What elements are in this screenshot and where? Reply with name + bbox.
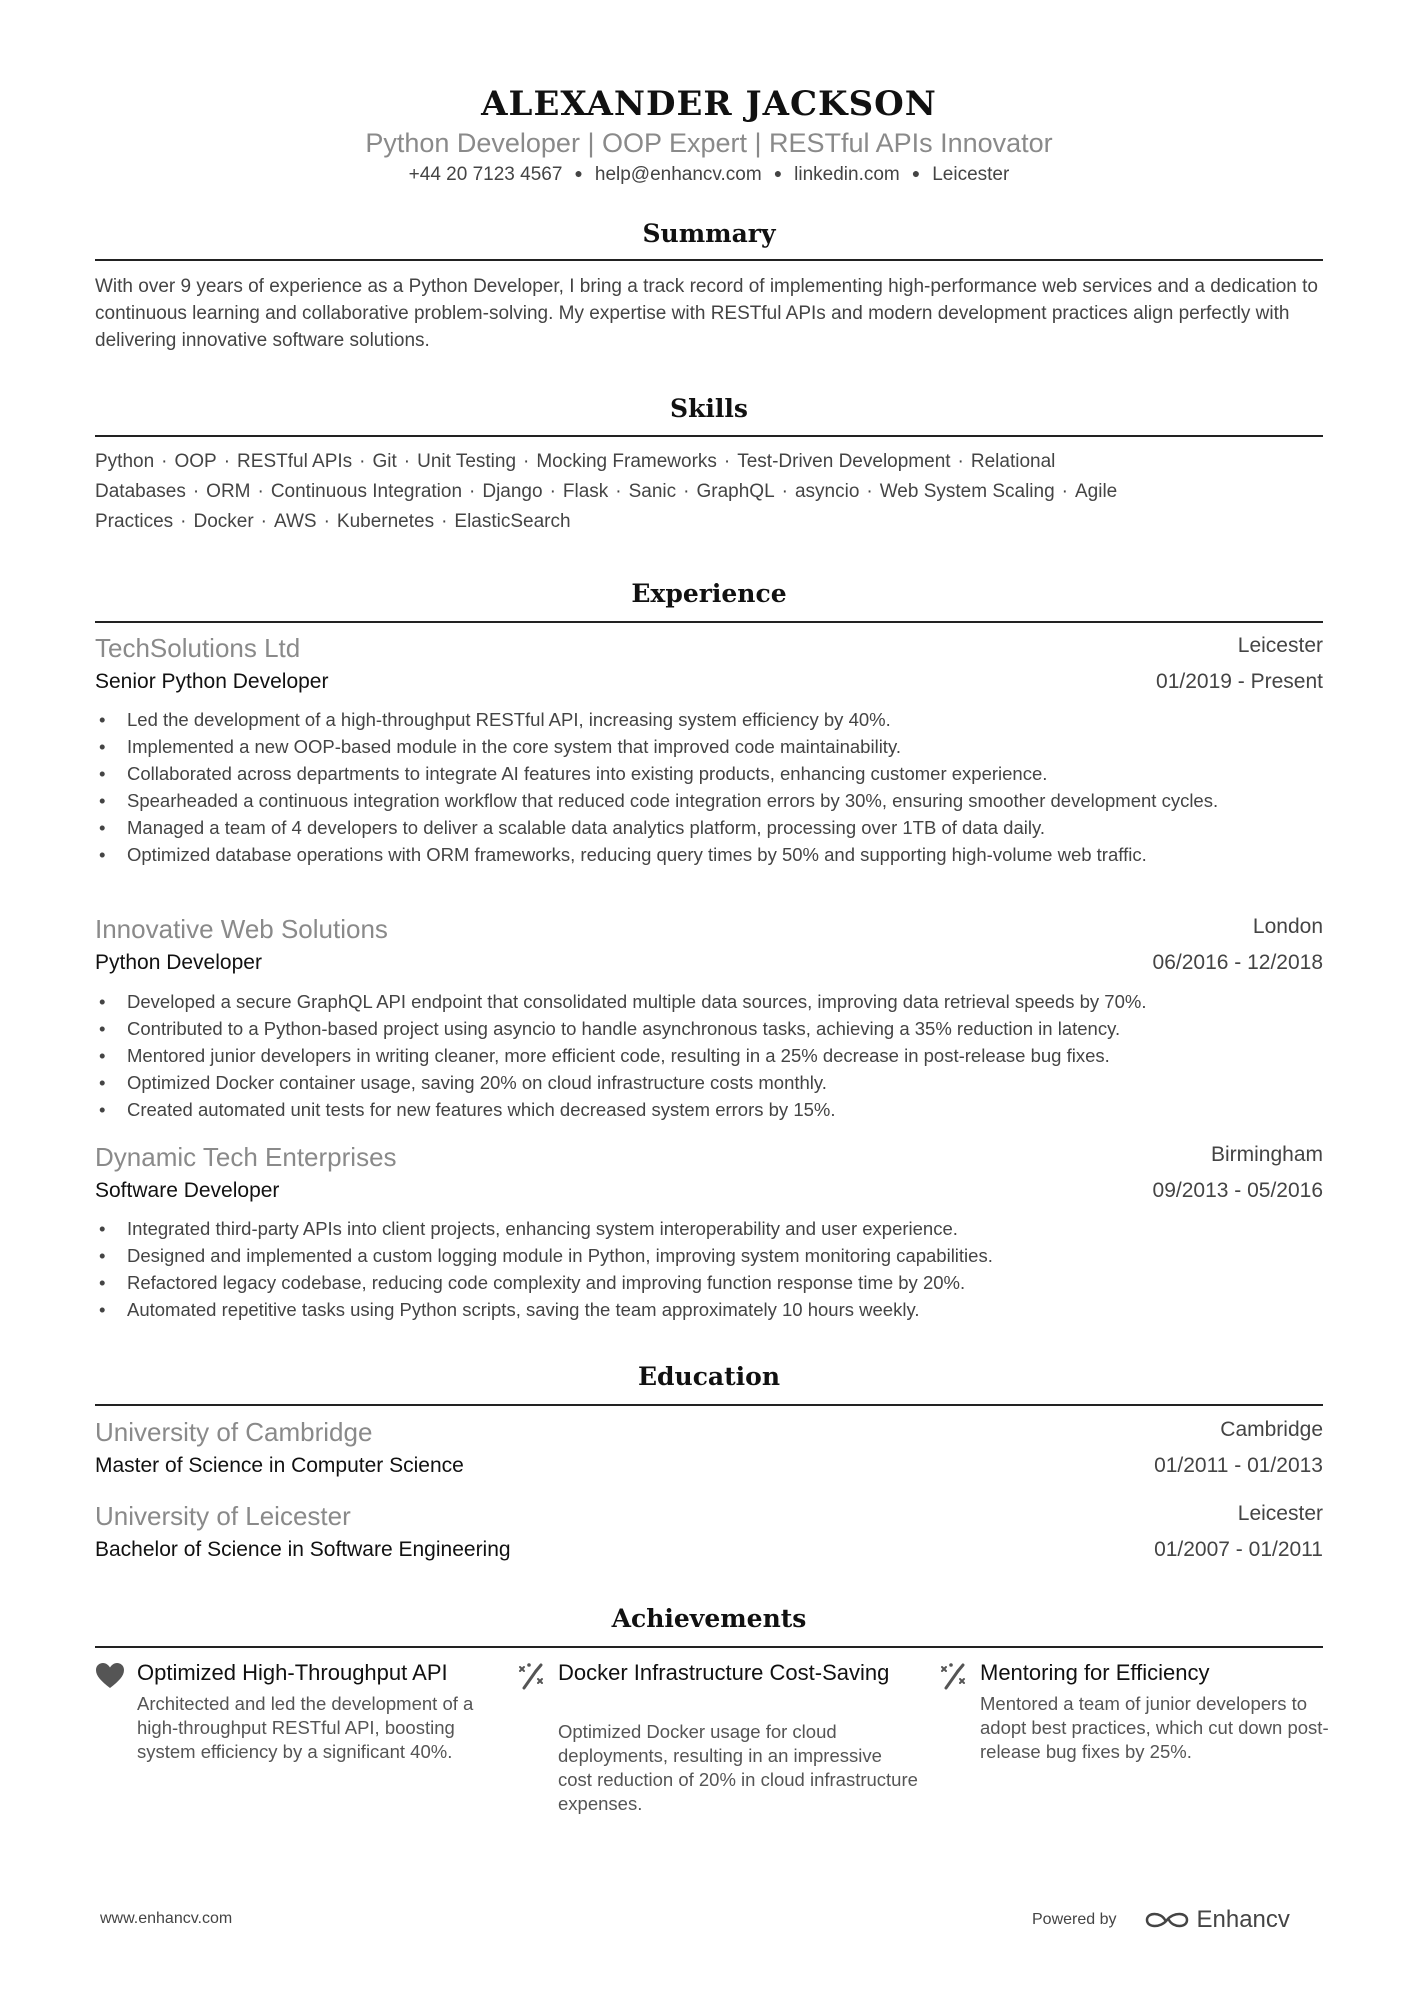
skill-item: Git [372,451,397,472]
job-location: Leicester [1237,634,1323,657]
summary-title: Summary [642,219,776,248]
bullet-item: • Spearheaded a continuous integration workflow that reduced code integration errors by 30%, ensuring smoother development cycles. [95,787,1323,814]
headline: Python Developer | OOP Expert | RESTful APIs Innovator [365,128,1053,158]
skill-item: OOP [174,451,217,472]
bullet-item: • Collaborated across departments to integrate AI features into existing products, enhancing customer experience. [95,760,1323,787]
footer-branding [1032,1906,1290,1934]
enhancv-logo-icon [1143,1907,1191,1933]
bullet-item: • Integrated third-party APIs into client projects, enhancing system interoperability and user experience. [95,1215,1323,1242]
heart-icon [95,1661,125,1691]
job-dates: 09/2013 - 05/2016 [1152,1179,1323,1202]
degree: Master of Science in Computer Science [95,1454,464,1477]
education-divider [95,1404,1323,1406]
email-link[interactable]: help@enhancv.com [594,164,762,185]
skill-item: Web System Scaling [879,481,1055,502]
job-role: Senior Python Developer [95,670,329,693]
skill-item: Flask [562,481,609,502]
bullet-item: • Managed a team of 4 developers to deliver a scalable data analytics platform, processing over 1TB of data daily. [95,814,1323,841]
achievements-title: Achievements [611,1604,807,1633]
magic-wand-icon [516,1661,546,1691]
magic-wand-icon [938,1661,968,1691]
summary-text: With over 9 years of experience as a Python Developer, I bring a track record of implementing high-performance web services and a dedication to continuous learning and collaborative problem-solving. My expertise with RESTful APIs and modern development practices align perfectly with delivering innovative software solutions. [95,276,1318,351]
school-location: Leicester [1237,1502,1323,1525]
school-dates: 01/2011 - 01/2013 [1154,1454,1323,1477]
brand-name: Enhancv [1196,1906,1290,1933]
job-company: Dynamic Tech Enterprises [95,1142,397,1172]
contact-line: +44 20 7123 4567 ● help@enhancv.com ● linkedin.com ● Leicester [408,164,1010,185]
skill-item: Docker [193,511,254,532]
job-company: TechSolutions Ltd [95,633,301,663]
job-location: London [1252,915,1323,938]
powered-by-label: Powered by [1032,1911,1117,1928]
summary-divider [95,259,1323,261]
skill-item: Python [95,451,155,472]
skill-item: RESTful APIs [237,451,353,472]
skill-item: Kubernetes [336,511,435,532]
skill-item: Continuous Integration [270,481,463,502]
bullet-item: • Refactored legacy codebase, reducing code complexity and improving function response time by 20%. [95,1269,1323,1296]
bullet-item: • Designed and implemented a custom logging module in Python, improving system monitoring capabilities. [95,1242,1323,1269]
achievement-desc: Mentored a team of junior developers to adopt best practices, which cut down post-release bug fixes by 25%. [980,1693,1329,1762]
skill-item: Agile Practices [95,481,1118,532]
skill-item: AWS [273,511,317,532]
bullet-item: • Developed a secure GraphQL API endpoint that consolidated multiple data sources, improving data retrieval speeds by 70%. [95,988,1323,1015]
job-bullets [95,1215,1323,1323]
skill-item: GraphQL [696,481,775,502]
job-role: Software Developer [95,1179,280,1202]
skills-list: Python · OOP · RESTful APIs · Git · Unit Testing · Mocking Frameworks · Test-Driven Development · Relational Databases · ORM · Continuous Integration · Django · Flask · Sanic · GraphQL · asyncio · Web System Scaling · Agile Practices · Docker · AWS · Kubernetes · ElasticSearch [95,451,1118,532]
achievement-title: Optimized High-Throughput API [137,1660,448,1685]
job-bullets [95,988,1323,1123]
bullet-item: • Led the development of a high-throughput RESTful API, increasing system efficiency by 40%. [95,706,1323,733]
degree: Bachelor of Science in Software Engineering [95,1538,511,1561]
school-dates: 01/2007 - 01/2011 [1154,1538,1323,1561]
bullet-item: • Mentored junior developers in writing cleaner, more efficient code, resulting in a 25% decrease in post-release bug fixes. [95,1042,1323,1069]
skills-divider [95,435,1323,437]
job-bullets [95,706,1323,868]
experience-title: Experience [631,579,787,608]
bullet-item: • Automated repetitive tasks using Python scripts, saving the team approximately 10 hours weekly. [95,1296,1323,1323]
phone: +44 20 7123 4567 [408,164,563,185]
school-name: University of Leicester [95,1501,351,1531]
school-location: Cambridge [1220,1418,1323,1441]
brand-logo[interactable] [1143,1906,1290,1934]
school-name: University of Cambridge [95,1417,373,1447]
footer-website-link[interactable]: www.enhancv.com [100,1910,233,1927]
location: Leicester [932,164,1010,185]
job-location: Birmingham [1210,1143,1323,1166]
achievement-desc: Optimized Docker usage for cloud deployments, resulting in an impressive cost reduction of 20% in cloud infrastructure expenses. [558,1721,918,1814]
bullet-item: • Optimized Docker container usage, saving 20% on cloud infrastructure costs monthly. [95,1069,1323,1096]
bullet-item: • Created automated unit tests for new features which decreased system errors by 15%. [95,1096,1323,1123]
job-role: Python Developer [95,951,262,974]
linkedin-link[interactable]: linkedin.com [794,164,900,185]
candidate-name: ALEXANDER JACKSON [481,84,937,124]
achievement-title: Mentoring for Efficiency [980,1660,1210,1685]
skill-item: Test-Driven Development [737,451,951,472]
bullet-item: • Implemented a new OOP-based module in the core system that improved code maintainability. [95,733,1323,760]
job-company: Innovative Web Solutions [95,914,388,944]
achievements-divider [95,1646,1323,1648]
skill-item: Unit Testing [417,451,517,472]
skill-item: Relational Databases [95,451,1056,502]
skill-item: Sanic [628,481,677,502]
skill-item: ElasticSearch [454,511,571,532]
job-dates: 06/2016 - 12/2018 [1152,951,1323,974]
job-dates: 01/2019 - Present [1156,670,1323,693]
bullet-item: • Contributed to a Python-based project using asyncio to handle asynchronous tasks, achieving a 35% reduction in latency. [95,1015,1323,1042]
achievement-title: Docker Infrastructure Cost-Saving [558,1660,890,1685]
experience-divider [95,621,1323,623]
education-title: Education [637,1362,781,1391]
skill-item: Django [482,481,543,502]
bullet-item: • Optimized database operations with ORM frameworks, reducing query times by 50% and supporting high-volume web traffic. [95,841,1323,868]
skill-item: Mocking Frameworks [536,451,717,472]
skill-item: asyncio [794,481,860,502]
skills-title: Skills [670,394,748,423]
achievement-desc: Architected and led the development of a high-throughput RESTful API, boosting system efficiency by a significant 40%. [137,1693,474,1762]
skill-item: ORM [206,481,251,502]
